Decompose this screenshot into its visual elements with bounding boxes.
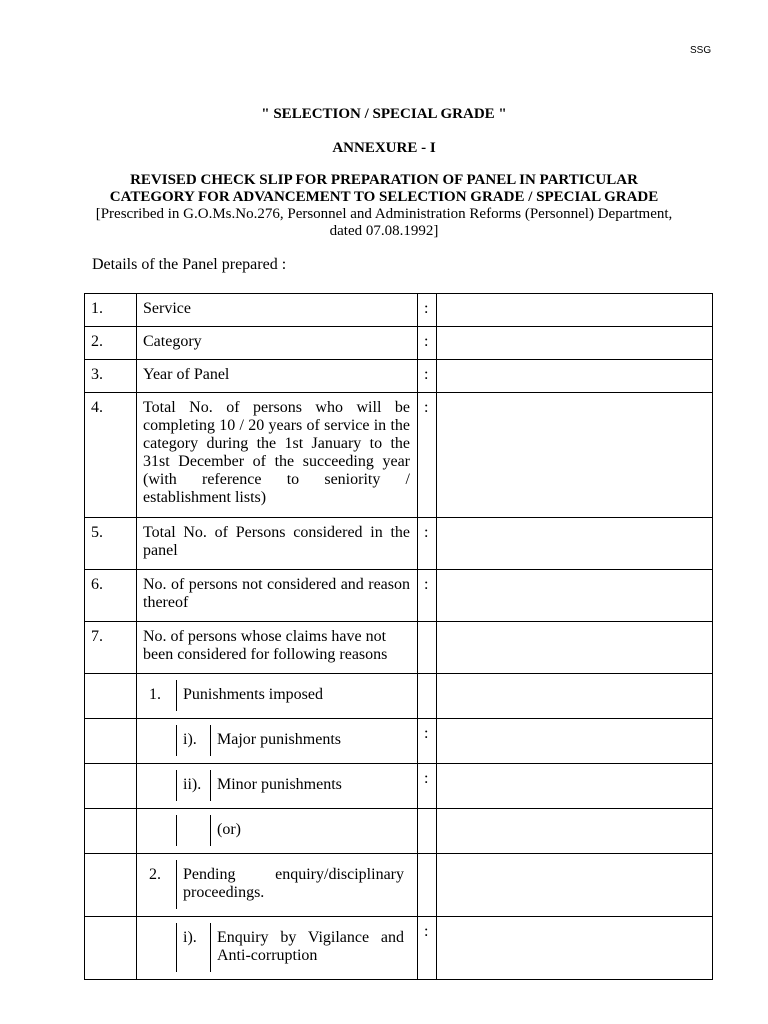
sub-row-spacer	[143, 923, 177, 972]
row-value-field[interactable]	[437, 570, 713, 622]
row-colon: :	[418, 294, 437, 327]
sub-row-number: 1.	[149, 686, 161, 703]
sub-sub-row-label: Minor punishments	[211, 770, 411, 801]
row-label: Year of Panel	[137, 360, 418, 393]
sub-row-label: Pending enquiry/disciplinary proceedings.	[177, 860, 411, 909]
table-row	[85, 327, 713, 360]
sub-row	[137, 764, 418, 809]
row-number	[85, 917, 137, 980]
sub-sub-row-label: Enquiry by Vigilance and Anti-corruption	[211, 923, 411, 972]
sub-row-spacer	[143, 770, 177, 801]
heading-line-1: REVISED CHECK SLIP FOR PREPARATION OF PANEL IN PARTICULAR	[130, 172, 638, 188]
table-row	[85, 809, 713, 854]
sub-row	[137, 854, 418, 917]
row-number: 5.	[85, 518, 137, 570]
row-number	[85, 674, 137, 719]
prescribed-line-1: [Prescribed in G.O.Ms.No.276, Personnel and Administration Reforms (Personnel) Department,	[95, 206, 673, 222]
row-colon: :	[418, 393, 437, 518]
sub-sub-row-number: ii).	[177, 770, 211, 801]
row-colon	[418, 809, 437, 854]
table-row	[85, 393, 713, 518]
row-value-field[interactable]	[437, 719, 713, 764]
row-value-field[interactable]	[437, 518, 713, 570]
row-label: No. of persons not considered and reason thereof	[137, 570, 418, 622]
sub-sub-row-label: Major punishments	[211, 725, 411, 756]
row-value-field[interactable]	[437, 622, 713, 674]
row-number	[85, 719, 137, 764]
heading	[0, 172, 768, 206]
row-label: No. of persons whose claims have not been considered for following reasons	[137, 622, 418, 674]
prescribed-line-2: dated 07.08.1992]	[329, 223, 439, 239]
row-colon: :	[418, 518, 437, 570]
sub-row	[137, 917, 418, 980]
table-row	[85, 294, 713, 327]
row-number	[85, 764, 137, 809]
row-colon	[418, 854, 437, 917]
row-number	[85, 854, 137, 917]
heading-line-2: CATEGORY FOR ADVANCEMENT TO SELECTION GRADE / SPECIAL GRADE	[109, 189, 659, 205]
row-colon: :	[418, 327, 437, 360]
row-label: Service	[137, 294, 418, 327]
sub-sub-row-number: i).	[177, 725, 211, 756]
table-row	[85, 360, 713, 393]
row-colon: :	[418, 570, 437, 622]
table-row	[85, 764, 713, 809]
sub-row	[137, 674, 418, 719]
sub-row	[137, 719, 418, 764]
sub-row-number: 2.	[149, 866, 161, 883]
row-label: Category	[137, 327, 418, 360]
row-value-field[interactable]	[437, 854, 713, 917]
document-title: " SELECTION / SPECIAL GRADE "	[261, 106, 507, 122]
table-row	[85, 622, 713, 674]
row-colon: :	[418, 719, 437, 764]
row-colon: :	[418, 360, 437, 393]
sub-sub-row-number: i).	[177, 923, 211, 972]
prescribed-note	[0, 206, 768, 240]
table-row	[85, 570, 713, 622]
row-colon	[418, 622, 437, 674]
row-label: Total No. of Persons considered in the panel	[137, 518, 418, 570]
row-value-field[interactable]	[437, 917, 713, 980]
table-row	[85, 674, 713, 719]
row-number: 1.	[85, 294, 137, 327]
table-row	[85, 719, 713, 764]
row-value-field[interactable]	[437, 764, 713, 809]
row-label: Total No. of persons who will be completing 10 / 20 years of service in the category during the 1st January to the 31st December of the succeeding year (with reference to seniority / establishment lists)	[137, 393, 418, 518]
sub-row-label: Punishments imposed	[177, 680, 411, 711]
check-slip-table	[84, 293, 713, 980]
sub-row-spacer	[143, 815, 177, 846]
row-value-field[interactable]	[437, 674, 713, 719]
row-colon: :	[418, 764, 437, 809]
or-label: (or)	[211, 815, 411, 846]
row-value-field[interactable]	[437, 393, 713, 518]
table-row	[85, 854, 713, 917]
document-tag: SSG	[690, 45, 712, 56]
row-number: 4.	[85, 393, 137, 518]
row-value-field[interactable]	[437, 809, 713, 854]
row-number	[85, 809, 137, 854]
intro-text: Details of the Panel prepared :	[92, 256, 287, 273]
row-number: 6.	[85, 570, 137, 622]
annexure-label: ANNEXURE - I	[332, 140, 436, 156]
row-colon	[418, 674, 437, 719]
row-number: 7.	[85, 622, 137, 674]
row-number: 3.	[85, 360, 137, 393]
table-row	[85, 917, 713, 980]
row-colon: :	[418, 917, 437, 980]
row-number: 2.	[85, 327, 137, 360]
row-value-field[interactable]	[437, 360, 713, 393]
sub-sub-row-spacer	[177, 815, 211, 846]
table-row	[85, 518, 713, 570]
sub-row	[137, 809, 418, 854]
row-value-field[interactable]	[437, 294, 713, 327]
sub-row-spacer	[143, 725, 177, 756]
row-value-field[interactable]	[437, 327, 713, 360]
